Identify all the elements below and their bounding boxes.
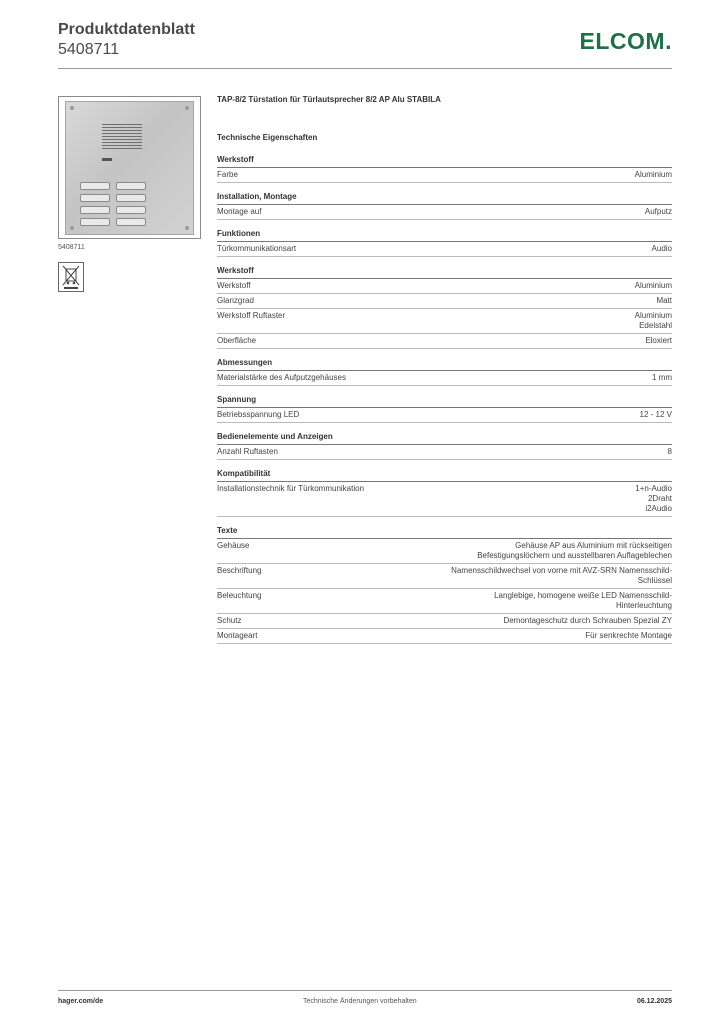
spec-label: Materialstärke des Aufputzgehäuses [217,373,346,382]
spec-value: Audio [651,244,672,253]
spec-row [217,614,672,629]
spec-label: Beleuchtung [217,591,262,600]
footer-website: hager.com/de [58,998,104,1005]
door-station-plate [65,101,194,235]
spec-label: Schutz [217,616,242,625]
spec-label: Türkommunikationsart [217,244,297,253]
spec-row [217,279,672,294]
spec-group-title: Installation, Montage [217,191,672,205]
spec-row [217,242,672,257]
spec-value: Gehäuse AP aus Aluminium mit rückseitigen Befestigungslöchern und ausstellbaren Auflageblechen [477,541,672,560]
product-image [58,96,201,239]
spec-row [217,168,672,183]
spec-group-title: Werkstoff [217,265,672,279]
spec-label: Betriebsspannung LED [217,410,300,419]
spec-row [217,205,672,220]
call-button [80,218,110,226]
spec-group [217,191,672,220]
spec-group-title: Spannung [217,394,672,408]
section-title: Technische Eigenschaften [217,133,318,142]
spec-row [217,629,672,644]
call-button [116,218,146,226]
screw [70,226,74,230]
spec-value: Langlebige, homogene weiße LED Namensschild- Hinterleuchtung [494,591,672,610]
product-title: TAP-8/2 Türstation für Türlautsprecher 8/2 AP Alu STABILA [217,95,441,104]
footer-date: 06.12.2025 [636,998,672,1005]
spec-row [217,334,672,349]
spec-group [217,525,672,644]
call-button [116,182,146,190]
spec-group-title: Texte [217,525,672,539]
spec-label: Gehäuse [217,541,250,550]
screw [70,106,74,110]
spec-label: Glanzgrad [217,296,254,305]
screw [185,226,189,230]
spec-value: 12 - 12 V [639,410,672,419]
spec-value: 1 mm [652,373,672,382]
spec-row [217,309,672,334]
spec-group [217,357,672,386]
call-button [80,182,110,190]
spec-group [217,265,672,349]
spec-label: Anzahl Ruftasten [217,447,278,456]
spec-value: Für senkrechte Montage [585,631,672,640]
header-divider [58,68,672,69]
spec-group [217,431,672,460]
spec-value: 8 [667,447,672,456]
call-button [80,206,110,214]
spec-value: Aluminium [634,281,672,290]
spec-row [217,371,672,386]
product-specifications [217,94,672,644]
spec-value: Demontageschutz durch Schrauben Spezial ZY [503,616,672,625]
spec-value: Eloxiert [645,336,672,345]
spec-label: Beschriftung [217,566,262,575]
footer-divider [58,990,672,991]
spec-label: Montageart [217,631,258,640]
spec-group-title: Kompatibilität [217,468,672,482]
footer-disclaimer: Technische Änderungen vorbehalten [303,998,417,1005]
spec-row [217,408,672,423]
spec-group [217,394,672,423]
spec-label: Werkstoff Ruftaster [217,311,286,320]
call-button [80,194,110,202]
spec-groups [217,154,672,644]
led-indicator [102,158,112,161]
spec-row [217,294,672,309]
spec-label: Farbe [217,170,238,179]
spec-group [217,154,672,183]
spec-group-title: Funktionen [217,228,672,242]
spec-value: Aluminium [634,170,672,179]
spec-group-title: Werkstoff [217,154,672,168]
spec-label: Werkstoff [217,281,251,290]
spec-group [217,228,672,257]
spec-group [217,468,672,517]
spec-value: Aluminium Edelstahl [634,311,672,330]
article-number: 5408711 [58,41,120,58]
spec-value: Namensschildwechsel von vorne mit AVZ-SRN Namensschild- Schlüssel [451,566,672,585]
weee-crossed-bin-icon [58,262,84,292]
spec-row [217,482,672,517]
spec-label: Montage auf [217,207,262,216]
spec-group-title: Abmessungen [217,357,672,371]
spec-group-title: Bedienelemente und Anzeigen [217,431,672,445]
spec-row [217,589,672,614]
screw [185,106,189,110]
speaker-grille [102,124,142,151]
document-title: Produktdatenblatt [58,21,195,38]
call-button [116,194,146,202]
image-caption: 5408711 [58,244,85,251]
spec-value: Matt [656,296,672,305]
spec-row [217,539,672,564]
spec-row [217,564,672,589]
call-button [116,206,146,214]
document-header [58,20,672,70]
spec-row [217,445,672,460]
spec-value: Aufputz [644,207,672,216]
spec-label: Installationstechnik für Türkommunikation [217,484,365,493]
spec-value: 1+n-Audio 2Draht i2Audio [635,484,672,513]
elcom-logo: ELCOM. [579,28,672,54]
spec-label: Oberfläche [217,336,257,345]
